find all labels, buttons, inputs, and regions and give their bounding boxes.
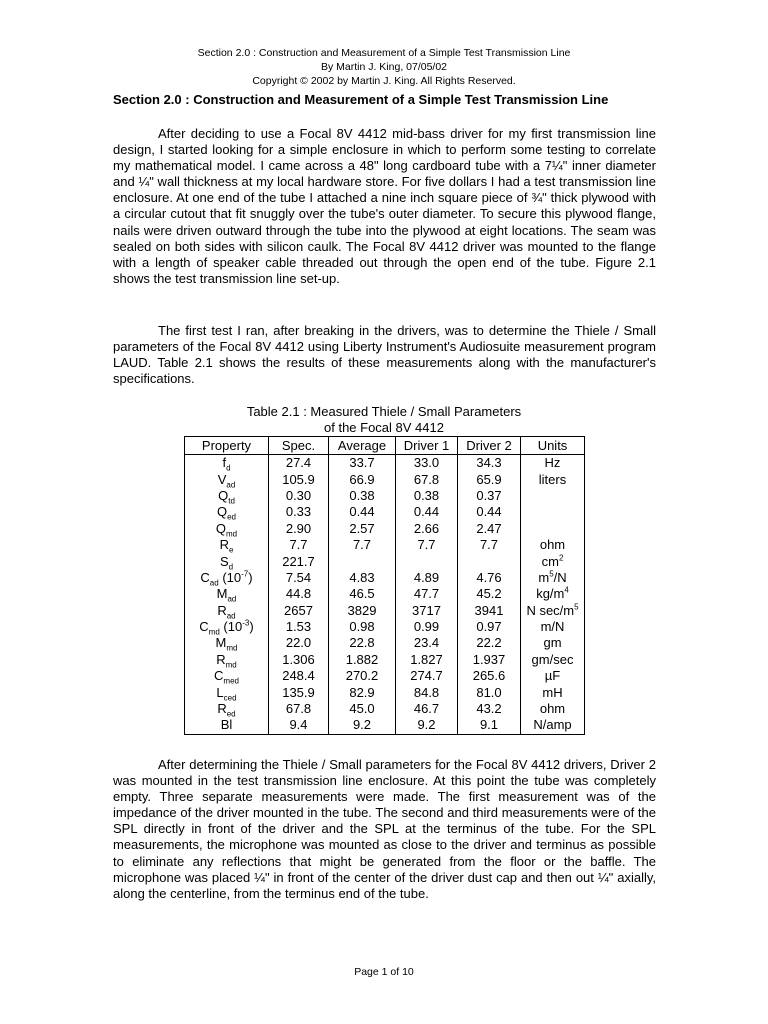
unit-exponent: 2 — [558, 553, 564, 563]
cell-driver-2: 34.3 — [458, 455, 521, 472]
cell-property — [185, 471, 269, 490]
cell-property — [185, 603, 269, 619]
unit-exponent: 5 — [574, 602, 579, 612]
cell-driver-1: 23.4 — [396, 635, 458, 651]
cell-average: 1.882 — [329, 652, 396, 668]
property-symbol: V — [217, 471, 227, 487]
cell-average: 9.2 — [329, 717, 396, 734]
running-header-copyright: Copyright © 2002 by Martin J. King. All Rights Reserved. — [252, 75, 516, 87]
property-symbol: Q — [216, 504, 228, 520]
property-symbol: R — [217, 602, 227, 618]
cell-driver-1: 1.827 — [396, 652, 458, 668]
unit-text: m — [538, 569, 550, 585]
cell-driver-1: 84.8 — [396, 684, 458, 700]
cell-driver-2: 265.6 — [458, 668, 521, 684]
table-row — [185, 668, 585, 684]
cell-driver-1: 274.7 — [396, 668, 458, 684]
property-symbol: C — [200, 569, 210, 585]
cell-units — [521, 701, 585, 717]
cell-average: 0.38 — [329, 488, 396, 504]
cell-units — [521, 586, 585, 602]
cell-spec: 248.4 — [269, 668, 329, 684]
cell-property — [185, 504, 269, 520]
property-symbol: M — [216, 586, 228, 602]
cell-units — [521, 521, 585, 537]
cell-property — [185, 668, 269, 684]
cell-spec: 22.0 — [269, 635, 329, 651]
cell-driver-2: 3941 — [458, 603, 521, 619]
cell-average — [329, 553, 396, 569]
parameters-table — [184, 436, 585, 735]
cell-property — [185, 537, 269, 553]
unit-exponent: 5 — [549, 569, 554, 579]
cell-average: 66.9 — [329, 471, 396, 487]
cell-units — [521, 488, 585, 504]
cell-driver-1: 33.0 — [396, 455, 458, 472]
unit-text: gm — [543, 635, 562, 651]
cell-driver-2: 0.37 — [458, 488, 521, 504]
cell-units — [521, 684, 585, 700]
cell-property — [185, 455, 269, 472]
property-symbol: R — [217, 701, 227, 717]
cell-driver-1: 9.2 — [396, 717, 458, 734]
property-scale-exponent: -7 — [241, 569, 249, 579]
cell-units — [521, 717, 585, 734]
cell-spec: 9.4 — [269, 717, 329, 734]
cell-average: 7.7 — [329, 537, 396, 553]
col-header-units: Units — [521, 437, 585, 455]
property-symbol: R — [219, 537, 229, 553]
cell-property — [185, 553, 269, 572]
cell-driver-2: 2.47 — [458, 521, 521, 537]
cell-property — [185, 717, 269, 734]
cell-driver-1: 0.44 — [396, 504, 458, 520]
paragraph-3-text: After determining the Thiele / Small parameters for the Focal 8V 4412 drivers, Driver 2 was mounted in the test transmission line enclosure. At this point the tube was completely empty. Three separate measurements were made. The first measurement was of the impedance of the driver mounted in the tube. The second and third measurements were of the SPL directly in front of the driver and the SPL at the terminus of the tube. For the SPL measurements, the microphone was mounted as close to the driver and terminus as possible to eliminate any reflections that might be generated from the floor or the baffle. The microphone was placed ¼" in front of the center of the driver dust cap and then out ¼" axially, along the centerline, from the terminus end of the tube. — [113, 757, 656, 901]
table-row — [185, 455, 585, 472]
cell-property — [185, 684, 269, 703]
cell-driver-1: 4.89 — [396, 570, 458, 586]
cell-driver-2: 4.76 — [458, 570, 521, 586]
table-row — [185, 684, 585, 700]
property-subscript: e — [228, 545, 234, 555]
cell-driver-2: 43.2 — [458, 701, 521, 717]
property-scale: (10 — [219, 619, 243, 635]
property-symbol: C — [214, 668, 224, 684]
col-header-driver-2: Driver 2 — [458, 437, 521, 455]
table-row — [185, 553, 585, 569]
property-symbol: Q — [218, 487, 229, 503]
cell-driver-2: 22.2 — [458, 635, 521, 651]
cell-spec: 1.306 — [269, 652, 329, 668]
table-header-row — [185, 437, 585, 455]
cell-spec: 7.54 — [269, 570, 329, 586]
cell-driver-2: 1.937 — [458, 652, 521, 668]
paragraph-3 — [113, 757, 656, 902]
col-header-property: Property — [185, 437, 269, 455]
paragraph-1 — [113, 126, 656, 287]
table-row — [185, 635, 585, 651]
cell-driver-2: 45.2 — [458, 586, 521, 602]
unit-text: N/amp — [533, 717, 572, 733]
cell-driver-2 — [458, 553, 521, 569]
col-header-driver-1: Driver 1 — [396, 437, 458, 455]
cell-units — [521, 570, 585, 586]
table-row — [185, 537, 585, 553]
col-header-average: Average — [329, 437, 396, 455]
cell-average: 270.2 — [329, 668, 396, 684]
property-symbol: S — [219, 553, 229, 569]
property-subscript: md — [225, 660, 237, 670]
property-subscript: d — [228, 562, 234, 572]
section-title: Section 2.0 : Construction and Measurement of a Simple Test Transmission Line — [113, 92, 609, 107]
cell-average: 3829 — [329, 603, 396, 619]
unit-text: Hz — [544, 455, 561, 471]
property-symbol: f — [222, 455, 227, 471]
cell-driver-1: 0.38 — [396, 488, 458, 504]
table-row — [185, 603, 585, 619]
property-scale-close: ) — [248, 569, 253, 585]
cell-average: 4.83 — [329, 570, 396, 586]
table-body — [185, 455, 585, 735]
cell-units — [521, 668, 585, 684]
property-subscript: ced — [223, 693, 237, 703]
cell-spec: 67.8 — [269, 701, 329, 717]
cell-spec: 1.53 — [269, 619, 329, 635]
cell-property — [185, 521, 269, 537]
cell-units — [521, 553, 585, 569]
unit-text: ohm — [539, 701, 566, 717]
cell-property — [185, 635, 269, 654]
table-row — [185, 652, 585, 668]
cell-driver-2: 0.97 — [458, 619, 521, 635]
property-subscript: ad — [209, 578, 219, 588]
unit-text: liters — [538, 471, 567, 487]
running-header-title: Section 2.0 : Construction and Measurement of a Simple Test Transmission Line — [197, 47, 571, 59]
cell-average: 0.44 — [329, 504, 396, 520]
table-row — [185, 471, 585, 487]
unit-text: µF — [544, 668, 561, 684]
property-scale-exponent: -3 — [242, 618, 250, 628]
property-symbol: M — [215, 635, 227, 651]
cell-driver-1: 46.7 — [396, 701, 458, 717]
cell-average: 45.0 — [329, 701, 396, 717]
table-row — [185, 570, 585, 586]
cell-driver-2: 0.44 — [458, 504, 521, 520]
property-subscript: ed — [226, 709, 236, 719]
cell-driver-2: 9.1 — [458, 717, 521, 734]
cell-spec: 0.33 — [269, 504, 329, 520]
running-header-author: By Martin J. King, 07/05/02 — [320, 61, 448, 73]
property-subscript: md — [226, 644, 238, 654]
table-row — [185, 619, 585, 635]
cell-property — [185, 701, 269, 717]
cell-average: 22.8 — [329, 635, 396, 651]
property-symbol: Bl — [220, 717, 233, 733]
unit-exponent: 4 — [564, 585, 569, 595]
cell-spec: 2.90 — [269, 521, 329, 537]
unit-text: N sec/m — [526, 602, 575, 618]
cell-average: 33.7 — [329, 455, 396, 472]
property-subscript: ad — [226, 611, 236, 621]
property-symbol: C — [199, 619, 209, 635]
property-subscript: md — [226, 529, 238, 539]
unit-text: m/N — [540, 619, 565, 635]
cell-driver-1: 67.8 — [396, 471, 458, 487]
cell-spec: 135.9 — [269, 684, 329, 700]
paragraph-1-text: After deciding to use a Focal 8V 4412 mid-bass driver for my first transmission line design, I started looking for a simple enclosure in which to perform some testing to correlate my mathematical model. I came across a 48" long cardboard tube with a 7¼" inner diameter and ¼" wall thickness at my local hardware store. For five dollars I had a test transmission line enclosure. At one end of the tube I attached a nine inch square piece of ¾" thick plywood with a circular cutout that fit snuggly over the tube's outer diameter. To secure this plywood flange, nails were driven outward through the tube into the plywood at eight locations. The seam was sealed on both sides with silicon caulk. The Focal 8V 4412 driver was mounted to the flange with a length of speaker cable threaded out through the open end of the tube. Figure 2.1 shows the test transmission line set-up. — [113, 126, 656, 286]
cell-spec: 105.9 — [269, 471, 329, 487]
cell-driver-1 — [396, 553, 458, 569]
cell-property — [185, 652, 269, 668]
property-subscript: ad — [227, 594, 237, 604]
unit-text: kg/m — [536, 586, 565, 602]
cell-driver-1: 7.7 — [396, 537, 458, 553]
property-scale: (10 — [218, 569, 242, 585]
property-subscript: ed — [227, 512, 237, 522]
cell-average: 82.9 — [329, 684, 396, 700]
cell-property — [185, 586, 269, 602]
table-row — [185, 717, 585, 734]
cell-driver-1: 3717 — [396, 603, 458, 619]
property-symbol: R — [216, 651, 226, 667]
cell-units — [521, 603, 585, 619]
cell-spec: 221.7 — [269, 553, 329, 569]
unit-text: cm — [541, 553, 559, 569]
property-subscript: med — [223, 676, 239, 686]
cell-driver-2: 81.0 — [458, 684, 521, 700]
unit-tail: /N — [553, 569, 567, 585]
table-row — [185, 586, 585, 602]
cell-spec: 2657 — [269, 603, 329, 619]
unit-text: gm/sec — [531, 651, 574, 667]
cell-property — [185, 619, 269, 635]
cell-units — [521, 537, 585, 553]
cell-driver-2: 65.9 — [458, 471, 521, 487]
table-row — [185, 701, 585, 717]
cell-units — [521, 635, 585, 651]
property-symbol: L — [216, 684, 224, 700]
cell-property — [185, 570, 269, 586]
cell-average: 0.98 — [329, 619, 396, 635]
page-footer: Page 1 of 10 — [354, 966, 414, 978]
property-symbol: Q — [215, 520, 226, 536]
cell-units — [521, 471, 585, 487]
paragraph-2 — [113, 323, 656, 387]
col-header-spec: Spec. — [269, 437, 329, 455]
property-subscript: d — [226, 463, 231, 473]
cell-units — [521, 455, 585, 472]
cell-units — [521, 504, 585, 520]
cell-driver-1: 2.66 — [396, 521, 458, 537]
property-subscript: ad — [226, 480, 236, 490]
cell-spec: 27.4 — [269, 455, 329, 472]
cell-units — [521, 619, 585, 635]
unit-text: ohm — [539, 537, 566, 553]
property-subscript: td — [228, 496, 235, 506]
unit-text: mH — [542, 684, 563, 700]
cell-units — [521, 652, 585, 668]
cell-average: 46.5 — [329, 586, 396, 602]
cell-spec: 0.30 — [269, 488, 329, 504]
table-row — [185, 504, 585, 520]
table-caption: Table 2.1 : Measured Thiele / Small Parameters — [246, 404, 522, 419]
cell-property — [185, 488, 269, 504]
cell-average: 2.57 — [329, 521, 396, 537]
cell-spec: 7.7 — [269, 537, 329, 553]
paragraph-2-text: The first test I ran, after breaking in the drivers, was to determine the Thiele / Small parameters of the Focal 8V 4412 using Liberty Instrument's Audiosuite measurement program LAUD. Table 2.1 shows the results of these measurements along with the manufacturer's specifications. — [113, 323, 656, 387]
cell-driver-1: 0.99 — [396, 619, 458, 635]
cell-driver-1: 47.7 — [396, 586, 458, 602]
cell-driver-2: 7.7 — [458, 537, 521, 553]
table-row — [185, 521, 585, 537]
property-scale-close: ) — [249, 619, 254, 635]
property-subscript: md — [208, 627, 220, 637]
table-caption-subtitle: of the Focal 8V 4412 — [324, 420, 444, 435]
cell-spec: 44.8 — [269, 586, 329, 602]
table-row — [185, 488, 585, 504]
